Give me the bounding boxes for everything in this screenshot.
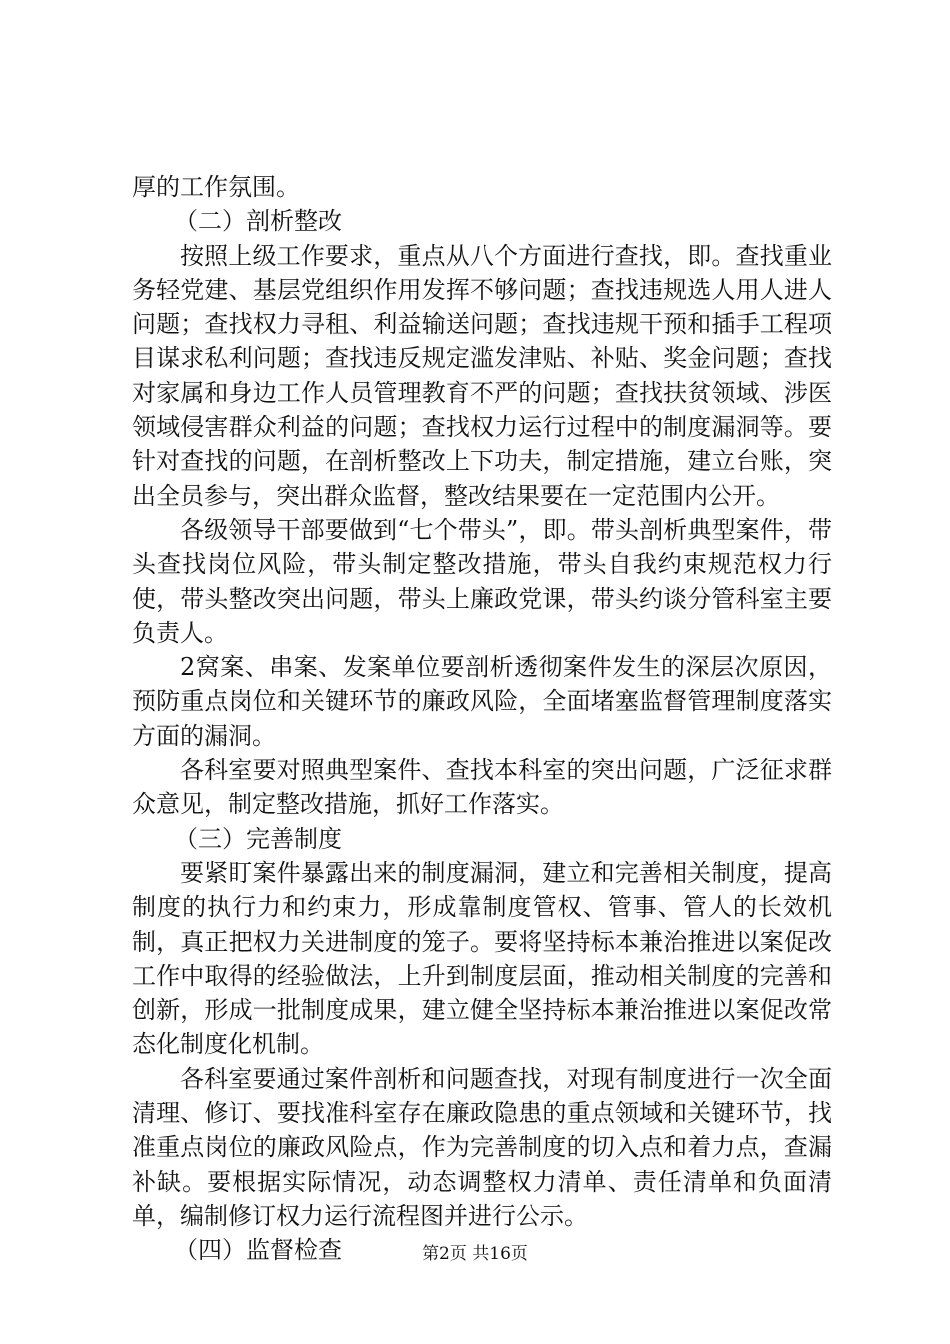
paragraph-continuation: 厚的工作氛围。: [132, 173, 300, 201]
section-heading-supervision: （四）监督检查: [174, 1236, 342, 1265]
section-heading-improve-system: （三）完善制度: [174, 824, 342, 853]
paragraph-eight-aspects: 按照上级工作要求，重点从八个方面进行查找，即。查找重业务轻党建、基层党组织作用发挥不够问题；查找违规选人用人进人问题；查找权力寻租、利益输送问题；查找违规干预和插手工程项目谋求私利问题；查找违反规定滥发津贴、补贴、奖金问题；查找对家属和身边工作人员管理教育不严的问题；查找扶贫领域、涉医领域侵害群众利益的问题；查找权力运行过程中的制度漏洞等。要针对查找的问题，在剖析整改上下功夫，制定措施，建立台账，突出全员参与，突出群众监督，整改结果要在一定范围内公开。: [132, 241, 832, 510]
paragraph-system-loopholes: 要紧盯案件暴露出来的制度漏洞，建立和完善相关制度，提高制度的执行力和约束力，形成靠制度管权、管事、管人的长效机制，真正把权力关进制度的笼子。要将坚持标本兼治推进以案促改工作中取得的经验做法，上升到制度层面，推动相关制度的完善和创新，形成一批制度成果，建立健全坚持标本兼治推进以案促改常态化制度化机制。: [132, 858, 832, 1059]
paragraph-case-units: 2窝案、串案、发案单位要剖析透彻案件发生的深层次原因，预防重点岗位和关键环节的廉政风险，全面堵塞监督管理制度落实方面的漏洞。: [132, 653, 832, 750]
page-number-label: 第2页 共16页: [422, 1244, 528, 1264]
paragraph-system-review: 各科室要通过案件剖析和问题查找，对现有制度进行一次全面清理、修订、要找准科室存在廉政隐患的重点领域和关键环节，找准重点岗位的廉政风险点，作为完善制度的切入点和着力点，查漏补缺。要根据实际情况，动态调整权力清单、责任清单和负面清单，编制修订权力运行流程图并进行公示。: [132, 1064, 832, 1230]
page-footer: [0, 1242, 950, 1266]
document-body: [132, 170, 832, 1268]
paragraph-seven-leads: 各级领导干部要做到“七个带头”，即。带头剖析典型案件，带头查找岗位风险，带头制定整改措施，带头自我约束规范权力行使，带头整改突出问题，带头上廉政党课，带头约谈分管科室主要负责人。: [132, 515, 832, 647]
paragraph-departments-rectify: 各科室要对照典型案件、查找本科室的突出问题，广泛征求群众意见，制定整改措施，抓好工作落实。: [132, 756, 832, 819]
section-heading-analysis-rectification: （二）剖析整改: [174, 207, 342, 236]
